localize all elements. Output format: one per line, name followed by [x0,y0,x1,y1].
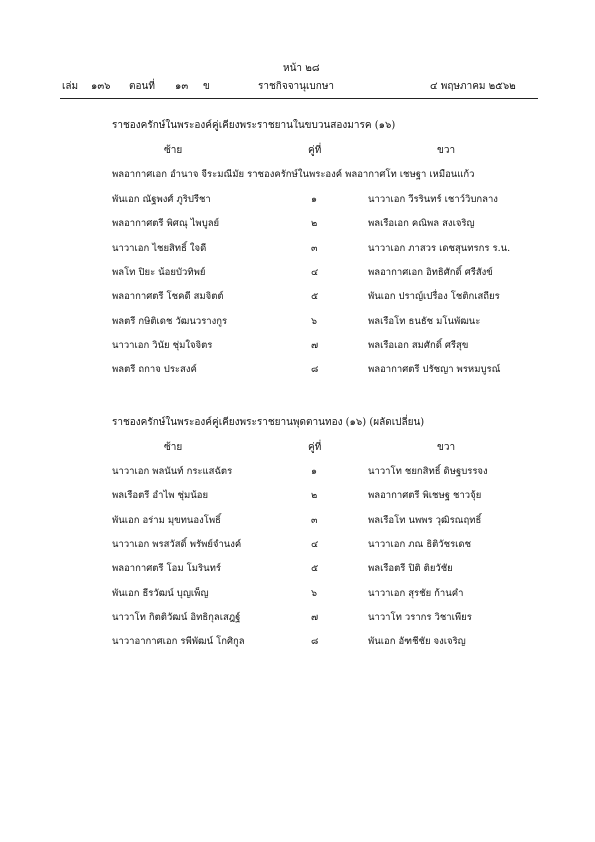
part-suffix: ข [203,81,210,92]
pair-number: ๖ [311,587,318,599]
pair-number: ๘ [311,636,319,648]
pair-right-name: นาวาเอก ภาสวร เดชสุนทรกร ร.น. [368,242,511,254]
pair-left-name: พันเอก ธีรวัฒน์ บุญเพ็ญ [112,587,209,599]
pair-number: ๕ [311,563,319,575]
pair-left-name: พลโท ปิยะ น้อยบัวทิพย์ [112,266,206,278]
pair-number: ๓ [311,242,318,254]
pair-number: ๖ [311,315,318,327]
pair-right-name: พลเรือโท ธนธัช มโนพัฒนะ [368,315,481,327]
page-number: หน้า ๒๘ [283,63,320,74]
pair-left-name: พันเอก ณัฐพงศ์ ภูริปรีชา [112,194,211,205]
header-rule [60,98,538,99]
volume-label: เล่ม [62,81,79,92]
section-1-col-mid: คู่ที่ [308,145,322,156]
pair-number: ๗ [311,611,319,623]
pair-right-name: พลเรือตรี ปิติ ติยวัชัย [368,563,453,575]
part-label: ตอนที่ [129,81,155,92]
volume-number: ๑๓๖ [91,81,111,92]
pair-left-name: นาวาโท กิตติวัฒน์ อิทธิกุลเสฎฐ์ [112,611,241,623]
pair-right-name: พลอากาศตรี พิเชษฐ ชาวจุ้ย [368,490,482,502]
pair-left-name: พลเรือตรี อำไพ ชุ่มน้อย [112,490,209,502]
section-2-col-left: ซ้าย [164,442,183,453]
pair-right-name: พลเรือโท นพพร วุฒิรณฤทธิ์ [368,514,482,526]
gazette-date: ๔ พฤษภาคม ๒๕๖๒ [430,81,516,92]
pair-left-name: นาวาอากาศเอก รพีพัฒน์ โกศิกูล [112,636,245,648]
pair-right-name: นาวาเอก วีรรินทร์ เชาว์วิบกลาง [368,194,498,205]
section-2-col-right: ขวา [437,442,456,453]
pair-left-name: พลตรี กษิติเดช วัฒนวรางกูร [112,315,228,327]
section-1-lead-row: พลอากาศเอก อำนาจ จีระมณีมัย ราชองครักษ์ในพระองค์ พลอากาศโท เชษฐา เหมือนแก้ว [112,169,475,180]
gazette-name: ราชกิจจานุเบกษา [258,81,335,92]
pair-number: ๑ [311,466,318,477]
section-2-title: ราชองครักษ์ในพระองค์คู่เคียงพระราชยานพุดตานทอง (๑๖) (ผลัดเปลี่ยน) [112,417,425,428]
pair-right-name: พลเรือเอก คณิพล สงเจริญ [368,218,475,230]
section-2-col-mid: คู่ที่ [308,442,322,453]
pair-left-name: พลอากาศตรี โชคดี สมจิตต์ [112,291,224,303]
pair-left-name: พลอากาศตรี โอม โมรินทร์ [112,563,221,575]
pair-number: ๒ [311,218,318,230]
pair-left-name: พลตรี ถกาจ ประสงค์ [112,364,197,376]
pair-number: ๘ [311,364,319,376]
pair-left-name: นาวาเอก พรสวัสดิ์ พรัพย์จำนงค์ [112,538,242,550]
pair-left-name: พลอากาศตรี พิศณุ ไพบูลย์ [112,218,220,230]
pair-left-name: พันเอก อร่าม มุขทนองโพธิ์ [112,514,221,526]
pair-number: ๒ [311,490,318,502]
pair-right-name: นาวาเอก สุรชัย ก้านคำ [368,587,464,599]
section-1-col-right: ขวา [437,145,456,156]
pair-right-name: พันเอก ปราญ์เปรื่อง โชติกเสถียร [368,291,500,303]
pair-left-name: นาวาเอก วินัย ชุ่มใจจิตร [112,339,213,351]
pair-number: ๗ [311,339,319,351]
pair-number: ๓ [311,514,318,526]
pair-right-name: นาวาโท ชยกสิทธิ์ ดิษฐบรรจง [368,466,488,477]
pair-right-name: พลเรือเอก สมศักดิ์ ศรีสุข [368,339,469,351]
pair-right-name: นาวาโท วรากร วิชาเพียร [368,611,472,623]
section-1-col-left: ซ้าย [164,145,183,156]
pair-left-name: นาวาเอก พลนันท์ กระแสฉัตร [112,466,233,477]
pair-number: ๔ [311,266,319,278]
pair-left-name: นาวาเอก ไชยสิทธิ์ ใจดี [112,242,207,254]
part-number: ๑๓ [175,81,189,92]
pair-right-name: พลอากาศเอก อิทธิศักดิ์ ศรีสังข์ [368,266,493,278]
pair-number: ๑ [311,194,318,205]
pair-number: ๔ [311,538,319,550]
pair-right-name: นาวาเอก ภณ ธิติวัชรเดช [368,538,472,550]
pair-right-name: พลอากาศตรี ปรัชญา พรหมบูรณ์ [368,364,501,376]
pair-right-name: พันเอก อัฑชีชัย จงเจริญ [368,636,466,648]
pair-number: ๕ [311,291,319,303]
section-1-title: ราชองครักษ์ในพระองค์คู่เคียงพระราชยานในขบวนสองมารค (๑๖) [112,120,396,131]
